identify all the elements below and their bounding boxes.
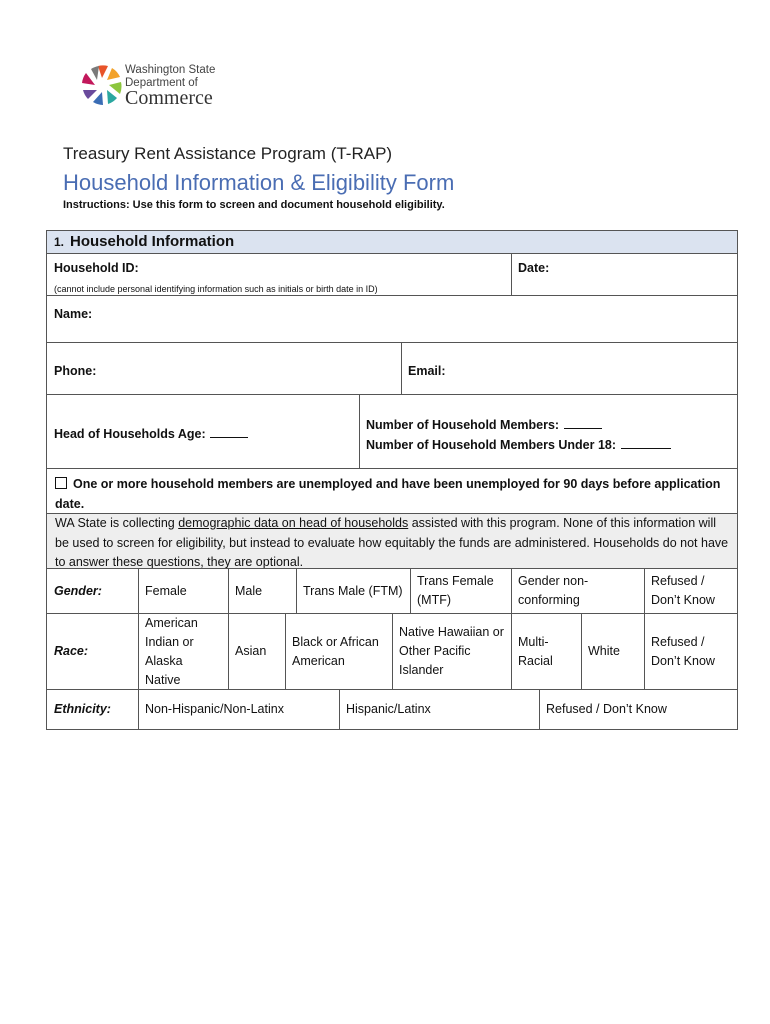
hoh-age-blank[interactable] [210, 426, 248, 438]
members-blank[interactable] [564, 417, 602, 429]
demo-text-link: demographic data on head of households [178, 516, 409, 530]
name-row [47, 295, 737, 342]
hoh-age-label: Head of Households Age: [54, 427, 206, 441]
household-members-field [359, 395, 737, 468]
race-option-refused[interactable]: Refused / Don’t Know [651, 634, 715, 668]
household-id-note: (cannot include personal identifying information such as initials or birth date in ID) [54, 284, 378, 294]
email-field[interactable] [401, 343, 737, 394]
gender-option-trans-male[interactable]: Trans Male (FTM) [303, 583, 403, 598]
race-option-black[interactable]: Black or African American [292, 634, 379, 668]
gender-row [47, 568, 737, 613]
race-option-native-hawaiian[interactable]: Native Hawaiian or Other Pacific Islander [399, 625, 504, 677]
race-option-american-indian[interactable]: American Indian or Alaska Native [145, 615, 198, 687]
members-under18-label: Number of Household Members Under 18: [366, 438, 617, 452]
contact-row [47, 342, 737, 394]
ethnicity-label: Ethnicity: [54, 702, 111, 716]
commerce-logo [82, 64, 222, 110]
household-id-row [47, 253, 737, 295]
logo-line1: Washington State [125, 64, 216, 76]
logo-wordmark [125, 65, 215, 108]
ethnicity-option-non-hispanic[interactable]: Non-Hispanic/Non-Latinx [145, 702, 284, 716]
gender-option-trans-female[interactable]: Trans Female (MTF) [417, 574, 494, 607]
unemployed-checkbox[interactable] [55, 477, 67, 489]
race-label: Race: [54, 644, 89, 658]
demographic-notice [47, 513, 737, 568]
members-label: Number of Household Members: [366, 418, 560, 432]
name-label: Name: [54, 307, 93, 321]
phone-label: Phone: [54, 364, 97, 378]
race-option-white[interactable]: White [588, 644, 620, 658]
unemployed-statement: One or more household members are unemployed and have been unemployed for 90 days before application date. [55, 477, 721, 511]
ethnicity-option-refused[interactable]: Refused / Don’t Know [546, 702, 667, 716]
demo-text-pre: WA State is collecting [55, 516, 179, 530]
commerce-logo-icon [82, 64, 122, 106]
section-title: Household Information [70, 233, 235, 250]
section-header [47, 231, 737, 253]
gender-option-non-conforming[interactable]: Gender non-conforming [518, 574, 589, 607]
demo-text-post: assisted with this program. None of this information will be used to screen for eligibility, but instead to evaluate how equitably the funds are administered. Households do not have to answer these questions, they are optional. [55, 516, 729, 568]
logo-line2: Department of [125, 76, 198, 89]
logo-line3: Commerce [125, 87, 213, 109]
section-number: 1. [54, 235, 65, 249]
gender-option-refused[interactable]: Refused / Don’t Know [651, 574, 715, 607]
date-label: Date: [518, 261, 550, 275]
race-option-multiracial[interactable]: Multi-Racial [518, 634, 553, 668]
hoh-age-field[interactable] [47, 395, 359, 468]
household-size-row [47, 394, 737, 468]
gender-option-male[interactable]: Male [235, 583, 263, 598]
name-field[interactable] [47, 296, 737, 342]
ethnicity-option-hispanic[interactable]: Hispanic/Latinx [346, 702, 431, 716]
date-field[interactable] [511, 254, 737, 295]
email-label: Email: [408, 364, 446, 378]
unemployment-checkbox-field [47, 469, 737, 513]
ethnicity-row [47, 689, 737, 729]
phone-field[interactable] [47, 343, 401, 394]
race-row [47, 613, 737, 689]
program-name: Treasury Rent Assistance Program (T-RAP) [63, 144, 393, 163]
gender-option-female[interactable]: Female [145, 583, 187, 598]
gender-label: Gender: [54, 583, 102, 598]
household-id-field[interactable] [47, 254, 511, 295]
household-id-label: Household ID: [54, 261, 139, 275]
unemployment-row [47, 468, 737, 513]
form-title: Household Information & Eligibility Form [63, 170, 455, 195]
household-information-form [46, 230, 738, 730]
form-instructions: Instructions: Use this form to screen and document household eligibility. [63, 199, 445, 211]
race-option-asian[interactable]: Asian [235, 644, 267, 658]
members-under18-blank[interactable] [621, 437, 671, 449]
